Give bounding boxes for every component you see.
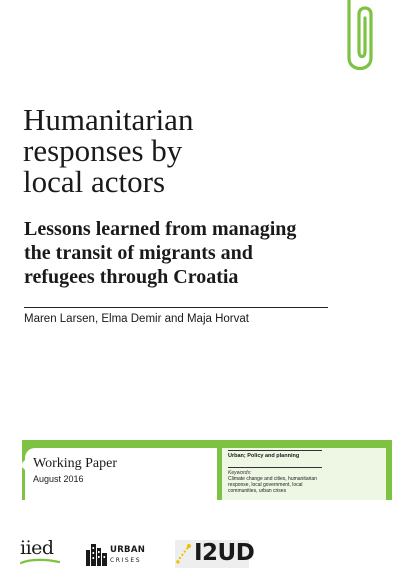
topic-label: Urban; Policy and planning bbox=[228, 453, 300, 459]
document-subtitle bbox=[24, 217, 354, 289]
speech-notch bbox=[20, 459, 26, 471]
subtitle-line: Lessons learned from managing bbox=[24, 218, 297, 240]
info-divider bbox=[228, 450, 322, 451]
keywords-text: Climate change and cities, humanitarian response, local government, local communities, urban crises bbox=[228, 476, 317, 494]
authors: Maren Larsen, Elma Demir and Maja Horvat bbox=[24, 313, 249, 325]
iied-wordmark: iied bbox=[20, 537, 54, 559]
title-line: local actors bbox=[23, 164, 166, 199]
publication-date: August 2016 bbox=[33, 474, 84, 484]
keywords-label: Keywords: bbox=[228, 470, 252, 476]
crises-wordmark: CRISES bbox=[110, 557, 142, 564]
urban-wordmark: URBAN bbox=[110, 545, 146, 555]
title-divider bbox=[24, 307, 328, 308]
paperclip-icon bbox=[337, 0, 383, 80]
title-line: Humanitarian bbox=[23, 102, 194, 137]
i2ud-wordmark: I2UD bbox=[194, 540, 255, 566]
series-label: Working Paper bbox=[33, 456, 118, 471]
subtitle-line: refugees through Croatia bbox=[24, 266, 239, 288]
subtitle-line: the transit of migrants and bbox=[24, 242, 253, 264]
info-divider bbox=[228, 467, 322, 468]
title-line: responses by bbox=[23, 133, 183, 168]
document-title bbox=[23, 104, 353, 197]
iied-logo bbox=[20, 539, 60, 566]
iied-swash-icon bbox=[20, 558, 60, 566]
